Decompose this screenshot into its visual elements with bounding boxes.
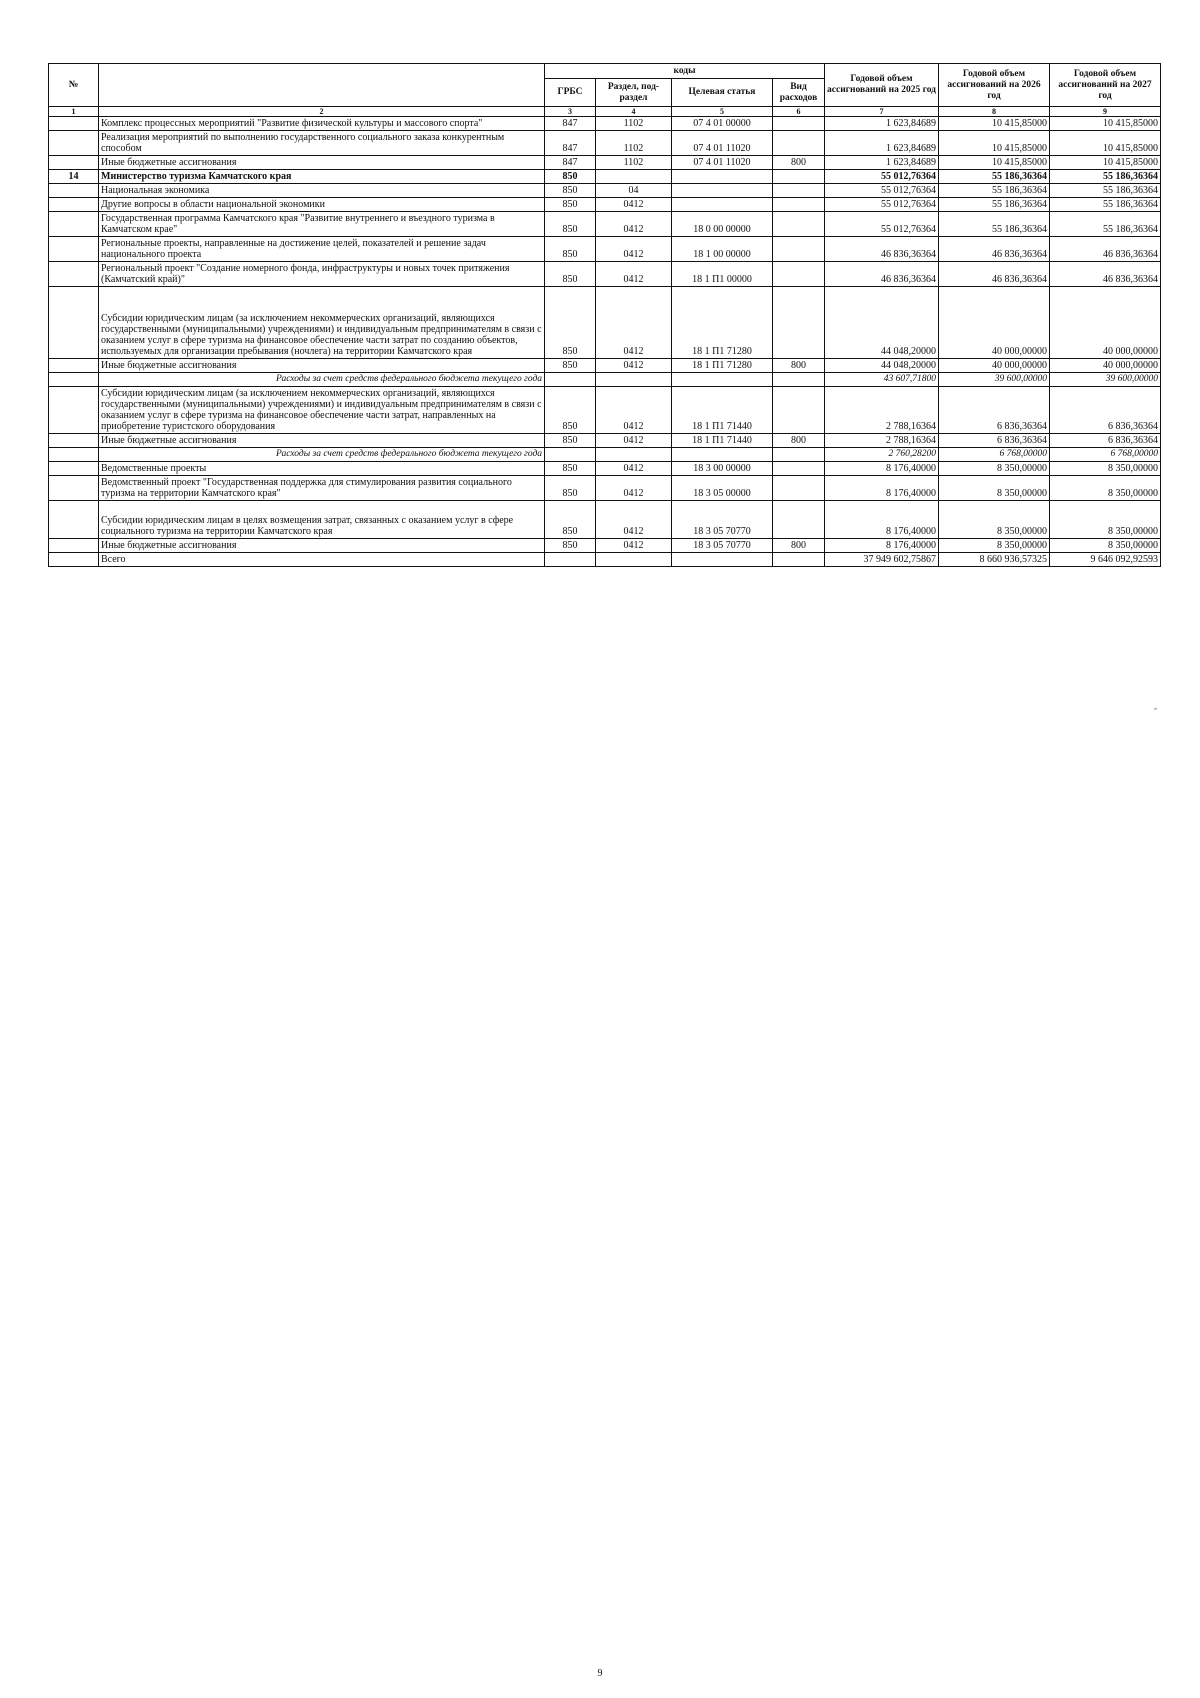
row-name: Государственная программа Камчатского края "Развитие внутреннего и въездного туризма в Камчатском крае" xyxy=(99,212,545,237)
row-value-2025: 2 760,28200 xyxy=(825,448,939,462)
row-value-2027: 39 600,00000 xyxy=(1050,373,1161,387)
row-value-2025: 8 176,40000 xyxy=(825,539,939,553)
row-razdel: 04 xyxy=(596,184,672,198)
row-name: Региональный проект "Создание номерного фонда, инфраструктуры и новых точек притяжения (Камчатский край)" xyxy=(99,262,545,287)
header-razdel: Раздел, под-раздел xyxy=(596,79,672,107)
row-number xyxy=(49,117,99,131)
row-value-2027: 46 836,36364 xyxy=(1050,262,1161,287)
row-razdel xyxy=(596,170,672,184)
row-target: 18 3 05 00000 xyxy=(672,476,773,501)
row-name: Всего xyxy=(99,553,545,567)
table-header xyxy=(49,64,1161,117)
table-row xyxy=(49,198,1161,212)
row-grbs: 850 xyxy=(545,198,596,212)
row-razdel: 0412 xyxy=(596,237,672,262)
row-value-2026: 10 415,85000 xyxy=(939,117,1050,131)
row-value-2025: 46 836,36364 xyxy=(825,262,939,287)
row-vid xyxy=(773,448,825,462)
row-razdel: 1102 xyxy=(596,117,672,131)
row-target: 07 4 01 11020 xyxy=(672,131,773,156)
row-vid xyxy=(773,476,825,501)
row-number xyxy=(49,287,99,359)
colnum: 4 xyxy=(596,107,672,117)
row-number: 14 xyxy=(49,170,99,184)
table-row xyxy=(49,553,1161,567)
row-value-2025: 2 788,16364 xyxy=(825,434,939,448)
colnum: 1 xyxy=(49,107,99,117)
row-value-2027: 8 350,00000 xyxy=(1050,501,1161,539)
row-name: Региональные проекты, направленные на достижение целей, показателей и решение задач национального проекта xyxy=(99,237,545,262)
row-target xyxy=(672,373,773,387)
row-number xyxy=(49,462,99,476)
row-number xyxy=(49,501,99,539)
row-value-2025: 55 012,76364 xyxy=(825,170,939,184)
row-value-2026: 55 186,36364 xyxy=(939,212,1050,237)
row-target xyxy=(672,553,773,567)
row-target xyxy=(672,448,773,462)
row-name: Расходы за счет средств федерального бюджета текущего года xyxy=(99,448,545,462)
row-vid xyxy=(773,131,825,156)
header-target: Целевая статья xyxy=(672,79,773,107)
table-row xyxy=(49,448,1161,462)
row-number xyxy=(49,198,99,212)
table-row xyxy=(49,131,1161,156)
row-name: Министерство туризма Камчатского края xyxy=(99,170,545,184)
row-value-2027: 55 186,36364 xyxy=(1050,198,1161,212)
colnum: 9 xyxy=(1050,107,1161,117)
budget-table-container xyxy=(48,63,1160,567)
row-grbs: 850 xyxy=(545,387,596,434)
header-grbs: ГРБС xyxy=(545,79,596,107)
row-number xyxy=(49,539,99,553)
row-grbs: 850 xyxy=(545,212,596,237)
row-value-2025: 44 048,20000 xyxy=(825,359,939,373)
row-target: 07 4 01 00000 xyxy=(672,117,773,131)
row-name: Субсидии юридическим лицам (за исключением некоммерческих организаций, являющихся государственными (муниципальными) учреждениями) и индивидуальным предпринимателям в связи с оказанием услуг в сфере туризма на финансовое обеспечение части затрат, направленных на приобретение туристского оборудования xyxy=(99,387,545,434)
row-grbs: 850 xyxy=(545,170,596,184)
row-grbs: 850 xyxy=(545,539,596,553)
row-value-2027: 55 186,36364 xyxy=(1050,184,1161,198)
row-vid: 800 xyxy=(773,539,825,553)
row-value-2026: 8 350,00000 xyxy=(939,476,1050,501)
row-razdel: 0412 xyxy=(596,198,672,212)
column-numbers-row xyxy=(49,107,1161,117)
row-vid xyxy=(773,387,825,434)
table-body xyxy=(49,117,1161,567)
row-razdel: 0412 xyxy=(596,501,672,539)
row-value-2026: 55 186,36364 xyxy=(939,170,1050,184)
row-target: 18 3 05 70770 xyxy=(672,501,773,539)
table-row xyxy=(49,434,1161,448)
row-value-2025: 55 012,76364 xyxy=(825,198,939,212)
row-grbs: 850 xyxy=(545,359,596,373)
colnum: 6 xyxy=(773,107,825,117)
row-grbs: 850 xyxy=(545,434,596,448)
row-vid xyxy=(773,237,825,262)
row-grbs: 850 xyxy=(545,476,596,501)
table-row xyxy=(49,287,1161,359)
row-razdel: 0412 xyxy=(596,476,672,501)
row-value-2027: 46 836,36364 xyxy=(1050,237,1161,262)
header-codes: коды xyxy=(545,64,825,79)
row-value-2027: 55 186,36364 xyxy=(1050,212,1161,237)
row-grbs: 850 xyxy=(545,462,596,476)
table-row xyxy=(49,476,1161,501)
row-razdel: 1102 xyxy=(596,156,672,170)
row-value-2026: 6 836,36364 xyxy=(939,387,1050,434)
row-value-2026: 40 000,00000 xyxy=(939,359,1050,373)
row-target: 18 1 П1 00000 xyxy=(672,262,773,287)
row-number xyxy=(49,131,99,156)
row-value-2025: 55 012,76364 xyxy=(825,184,939,198)
row-number xyxy=(49,448,99,462)
row-grbs: 850 xyxy=(545,501,596,539)
row-vid xyxy=(773,501,825,539)
row-value-2025: 2 788,16364 xyxy=(825,387,939,434)
row-number xyxy=(49,184,99,198)
row-razdel: 0412 xyxy=(596,462,672,476)
row-number xyxy=(49,553,99,567)
table-row xyxy=(49,184,1161,198)
row-value-2026: 46 836,36364 xyxy=(939,262,1050,287)
row-value-2027: 8 350,00000 xyxy=(1050,462,1161,476)
row-target: 18 0 00 00000 xyxy=(672,212,773,237)
row-value-2027: 6 768,00000 xyxy=(1050,448,1161,462)
row-number xyxy=(49,262,99,287)
row-value-2025: 37 949 602,75867 xyxy=(825,553,939,567)
row-vid xyxy=(773,212,825,237)
row-name: Другие вопросы в области национальной экономики xyxy=(99,198,545,212)
row-vid: 800 xyxy=(773,156,825,170)
row-razdel: 1102 xyxy=(596,131,672,156)
row-value-2026: 39 600,00000 xyxy=(939,373,1050,387)
row-value-2026: 6 768,00000 xyxy=(939,448,1050,462)
colnum: 5 xyxy=(672,107,773,117)
row-value-2026: 8 350,00000 xyxy=(939,462,1050,476)
row-value-2026: 55 186,36364 xyxy=(939,184,1050,198)
row-name: Субсидии юридическим лицам (за исключением некоммерческих организаций, являющихся государственными (муниципальными) учреждениями) и индивидуальным предпринимателям в связи с оказанием услуг в сфере туризма на финансовое обеспечение части затрат по созданию объектов, используемых для организации пребывания (ночлега) на территории Камчатского края xyxy=(99,287,545,359)
row-grbs: 847 xyxy=(545,156,596,170)
row-vid xyxy=(773,553,825,567)
row-target: 18 1 00 00000 xyxy=(672,237,773,262)
table-row xyxy=(49,237,1161,262)
row-target: 18 1 П1 71440 xyxy=(672,434,773,448)
row-vid xyxy=(773,198,825,212)
row-razdel: 0412 xyxy=(596,539,672,553)
colnum: 7 xyxy=(825,107,939,117)
row-target: 18 3 05 70770 xyxy=(672,539,773,553)
table-row xyxy=(49,501,1161,539)
row-vid xyxy=(773,262,825,287)
row-grbs: 850 xyxy=(545,262,596,287)
row-value-2027: 9 646 092,92593 xyxy=(1050,553,1161,567)
row-razdel: 0412 xyxy=(596,212,672,237)
row-value-2025: 55 012,76364 xyxy=(825,212,939,237)
table-row xyxy=(49,212,1161,237)
table-row xyxy=(49,262,1161,287)
row-razdel: 0412 xyxy=(596,287,672,359)
row-value-2025: 43 607,71800 xyxy=(825,373,939,387)
row-value-2027: 6 836,36364 xyxy=(1050,434,1161,448)
row-number xyxy=(49,237,99,262)
row-value-2027: 40 000,00000 xyxy=(1050,287,1161,359)
row-vid xyxy=(773,117,825,131)
row-value-2025: 1 623,84689 xyxy=(825,156,939,170)
table-row xyxy=(49,539,1161,553)
table-row xyxy=(49,373,1161,387)
margin-mark: » xyxy=(1154,706,1157,712)
row-target: 18 1 П1 71280 xyxy=(672,287,773,359)
row-target: 18 3 00 00000 xyxy=(672,462,773,476)
row-value-2025: 8 176,40000 xyxy=(825,501,939,539)
table-row xyxy=(49,359,1161,373)
row-value-2027: 10 415,85000 xyxy=(1050,131,1161,156)
row-value-2025: 44 048,20000 xyxy=(825,287,939,359)
page-number: 9 xyxy=(597,1668,603,1679)
row-target: 18 1 П1 71280 xyxy=(672,359,773,373)
header-v2026: Годовой объем ассигнований на 2026 год xyxy=(939,64,1050,107)
row-name: Иные бюджетные ассигнования xyxy=(99,539,545,553)
colnum: 8 xyxy=(939,107,1050,117)
row-grbs: 847 xyxy=(545,131,596,156)
row-target: 07 4 01 11020 xyxy=(672,156,773,170)
header-v2027: Годовой объем ассигнований на 2027 год xyxy=(1050,64,1161,107)
row-value-2026: 10 415,85000 xyxy=(939,156,1050,170)
row-grbs xyxy=(545,448,596,462)
row-value-2026: 46 836,36364 xyxy=(939,237,1050,262)
header-num: № xyxy=(49,64,99,107)
row-value-2027: 10 415,85000 xyxy=(1050,117,1161,131)
header-name xyxy=(99,64,545,107)
row-vid: 800 xyxy=(773,434,825,448)
row-value-2026: 8 660 936,57325 xyxy=(939,553,1050,567)
row-value-2027: 8 350,00000 xyxy=(1050,539,1161,553)
row-value-2025: 46 836,36364 xyxy=(825,237,939,262)
table-row xyxy=(49,387,1161,434)
row-grbs xyxy=(545,553,596,567)
row-number xyxy=(49,359,99,373)
header-vid: Вид расходов xyxy=(773,79,825,107)
row-vid xyxy=(773,170,825,184)
row-grbs: 847 xyxy=(545,117,596,131)
row-value-2025: 1 623,84689 xyxy=(825,117,939,131)
row-value-2025: 8 176,40000 xyxy=(825,462,939,476)
row-name: Иные бюджетные ассигнования xyxy=(99,434,545,448)
colnum: 2 xyxy=(99,107,545,117)
row-number xyxy=(49,212,99,237)
row-target xyxy=(672,170,773,184)
row-target: 18 1 П1 71440 xyxy=(672,387,773,434)
budget-allocation-table xyxy=(48,63,1161,567)
row-value-2027: 8 350,00000 xyxy=(1050,476,1161,501)
row-vid: 800 xyxy=(773,359,825,373)
row-value-2027: 40 000,00000 xyxy=(1050,359,1161,373)
table-row xyxy=(49,156,1161,170)
row-vid xyxy=(773,287,825,359)
row-target xyxy=(672,184,773,198)
row-value-2025: 1 623,84689 xyxy=(825,131,939,156)
row-grbs: 850 xyxy=(545,184,596,198)
row-razdel: 0412 xyxy=(596,359,672,373)
row-grbs xyxy=(545,373,596,387)
row-number xyxy=(49,373,99,387)
row-value-2026: 8 350,00000 xyxy=(939,539,1050,553)
colnum: 3 xyxy=(545,107,596,117)
row-number xyxy=(49,156,99,170)
row-value-2025: 8 176,40000 xyxy=(825,476,939,501)
row-name: Субсидии юридическим лицам в целях возмещения затрат, связанных с оказанием услуг в сфере социального туризма на территории Камчатского края xyxy=(99,501,545,539)
row-value-2026: 6 836,36364 xyxy=(939,434,1050,448)
row-value-2026: 10 415,85000 xyxy=(939,131,1050,156)
table-row xyxy=(49,117,1161,131)
row-number xyxy=(49,434,99,448)
row-razdel: 0412 xyxy=(596,262,672,287)
row-razdel: 0412 xyxy=(596,434,672,448)
row-name: Иные бюджетные ассигнования xyxy=(99,156,545,170)
row-value-2027: 6 836,36364 xyxy=(1050,387,1161,434)
row-name: Ведомственный проект "Государственная поддержка для стимулирования развития социального туризма на территории Камчатского края" xyxy=(99,476,545,501)
row-vid xyxy=(773,373,825,387)
row-value-2026: 8 350,00000 xyxy=(939,501,1050,539)
row-grbs: 850 xyxy=(545,287,596,359)
row-value-2027: 10 415,85000 xyxy=(1050,156,1161,170)
table-row xyxy=(49,462,1161,476)
row-razdel xyxy=(596,373,672,387)
header-v2025: Годовой объем ассигнований на 2025 год xyxy=(825,64,939,107)
row-name: Расходы за счет средств федерального бюджета текущего года xyxy=(99,373,545,387)
row-name: Ведомственные проекты xyxy=(99,462,545,476)
row-vid xyxy=(773,184,825,198)
row-value-2026: 55 186,36364 xyxy=(939,198,1050,212)
row-razdel xyxy=(596,448,672,462)
row-number xyxy=(49,476,99,501)
row-razdel xyxy=(596,553,672,567)
row-target xyxy=(672,198,773,212)
row-value-2027: 55 186,36364 xyxy=(1050,170,1161,184)
table-row xyxy=(49,170,1161,184)
row-name: Национальная экономика xyxy=(99,184,545,198)
row-razdel: 0412 xyxy=(596,387,672,434)
row-vid xyxy=(773,462,825,476)
row-number xyxy=(49,387,99,434)
row-value-2026: 40 000,00000 xyxy=(939,287,1050,359)
row-name: Комплекс процессных мероприятий "Развитие физической культуры и массового спорта" xyxy=(99,117,545,131)
row-name: Иные бюджетные ассигнования xyxy=(99,359,545,373)
row-grbs: 850 xyxy=(545,237,596,262)
row-name: Реализация мероприятий по выполнению государственного социального заказа конкурентным способом xyxy=(99,131,545,156)
